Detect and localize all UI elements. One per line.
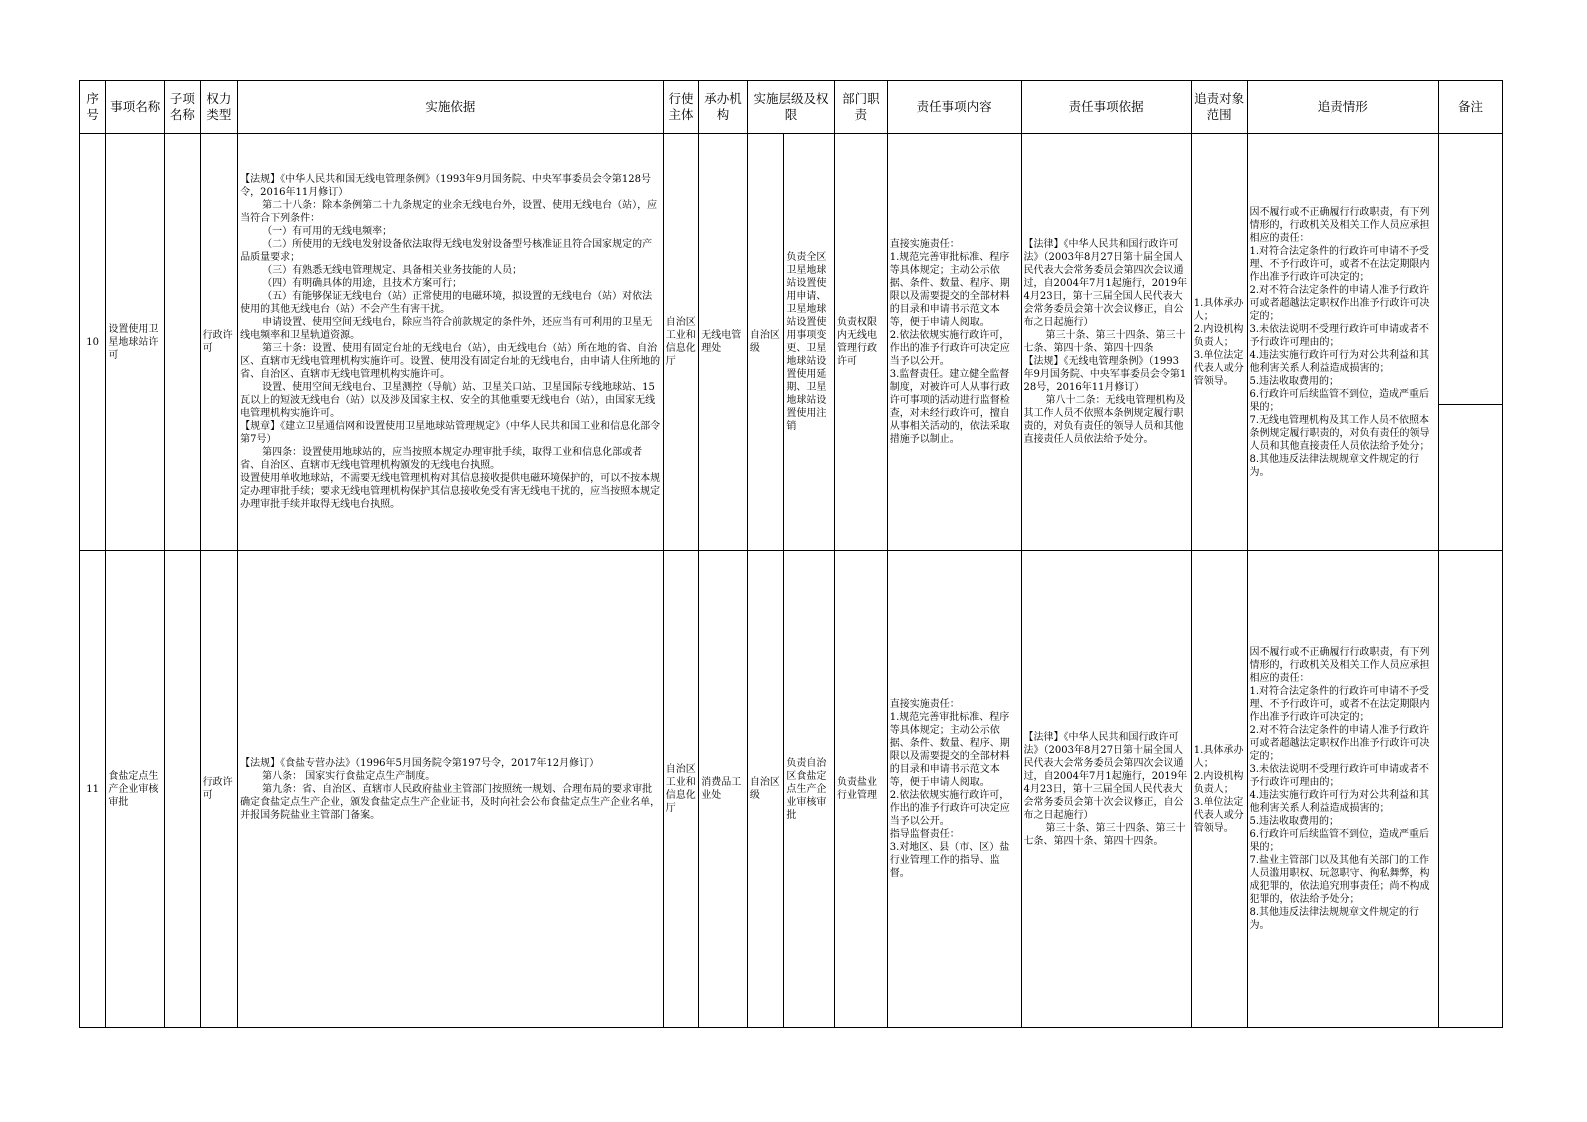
table-body bbox=[80, 134, 1503, 1028]
header-situations: 追责情形 bbox=[1247, 81, 1439, 134]
scope-cell-line: 2.内设机构负责人； bbox=[1193, 323, 1244, 348]
resp-basis-cell bbox=[1021, 551, 1191, 1028]
situations-cell-line: 1.对符合法定条件的行政许可申请不予受理、不予行政许可，或者不在法定期限内作出准予行政许可决定的； bbox=[1249, 686, 1430, 723]
situations-cell-line: 5.违法收取费用的； bbox=[1249, 375, 1340, 387]
situations-cell-line: 8.其他违反法律法规规章文件规定的行为。 bbox=[1249, 907, 1420, 931]
basis-cell-line: （四）有明确具体的用途，且技术方案可行； bbox=[262, 278, 463, 289]
header-scope: 追责对象范围 bbox=[1191, 81, 1247, 134]
resp-basis-cell-line: 第三十条、第三十四条、第三十七条、第四十条、第四十四条 bbox=[1023, 330, 1186, 354]
sub-name-cell bbox=[165, 551, 200, 1028]
resp-basis-cell-line: 第八十二条：无线电管理机构及其工作人员不依照本条例规定履行职责的，对负有责任的领导人员和其他直接责任人员依法给予处分。 bbox=[1023, 395, 1186, 445]
header-power-type: 权力类型 bbox=[200, 81, 238, 134]
power-type-cell: 行政许可 bbox=[200, 551, 238, 1028]
basis-cell-line: 设置、使用空间无线电台、卫星测控（导航）站、卫星关口站、卫星国际专线地球站、15瓦以上的短波无线电台（站）以及涉及国家主权、安全的其他重要无线电台（站），由国家无线电管理机构实施许可。 bbox=[240, 382, 656, 419]
situations-cell-line: 6.行政许可后续监管不到位，造成严重后果的； bbox=[1249, 829, 1430, 853]
resp-content-cell-line: 2.依法依规实施行政许可，作出的准予行政许可决定应当予以公开。 bbox=[889, 330, 1010, 367]
basis-cell-line: 【规章】《建立卫星通信网和设置使用卫星地球站管理规定》（中华人民共和国工业和信息化部令第7号） bbox=[240, 421, 661, 445]
remarks-cell bbox=[1439, 134, 1503, 551]
table-row bbox=[80, 134, 1503, 551]
table-row bbox=[80, 551, 1503, 1028]
basis-cell bbox=[238, 134, 664, 551]
level-desc-cell: 负责全区卫星地球站设置使用申请、卫星地球站设置使用事项变更、卫星地球站设置使用延期、卫星地球站设置使用注销 bbox=[784, 134, 835, 551]
org-cell: 无线电管理处 bbox=[699, 134, 748, 551]
basis-cell-line: （一）有可用的无线电频率； bbox=[262, 226, 393, 237]
resp-content-cell-line: 2.依法依规实施行政许可，作出的准予行政许可决定应当予以公开。 bbox=[889, 790, 1010, 827]
subject-cell: 自治区工业和信息化厅 bbox=[663, 134, 698, 551]
header-sub-name: 子项名称 bbox=[165, 81, 200, 134]
basis-cell-line: 第九条：省、自治区、直辖市人民政府盐业主管部门按照统一规划、合理布局的要求审批确定食盐定点生产企业，颁发食盐定点生产企业证书，及时向社会公布食盐定点生产企业名单，并报国务院盐业主管部门备案。 bbox=[240, 783, 661, 821]
duty-cell: 负责权限内无线电管理行政许可 bbox=[835, 134, 888, 551]
basis-cell-line: 第八条： 国家实行食盐定点生产制度。 bbox=[262, 770, 436, 782]
situations-cell bbox=[1247, 551, 1439, 1028]
situations-cell-line: 7.无线电管理机构及其工作人员不依照本条例规定履行职责的，对负有责任的领导人员和其他直接责任人员依法给予处分； bbox=[1249, 414, 1430, 452]
resp-content-cell-line: 直接实施责任： bbox=[889, 699, 960, 710]
situations-cell-line: 2.对不符合法定条件的申请人准予行政许可或者超越法定职权作出准予行政许可决定的； bbox=[1249, 284, 1430, 322]
resp-content-cell bbox=[887, 551, 1021, 1028]
situations-cell-line: 6.行政许可后续监管不到位，造成严重后果的； bbox=[1249, 388, 1430, 413]
basis-cell-line: 【法规】《中华人民共和国无线电管理条例》（1993年9月国务院、中央军事委员会令第128号令，2016年11月修订） bbox=[240, 174, 651, 198]
remarks-cell bbox=[1439, 551, 1503, 1028]
responsibility-table bbox=[79, 80, 1503, 1028]
situations-cell-line: 2.对不符合法定条件的申请人准予行政许可或者超越法定职权作出准予行政许可决定的； bbox=[1249, 725, 1430, 762]
header-resp-basis: 责任事项依据 bbox=[1021, 81, 1191, 134]
situations-cell-line: 7.盐业主管部门以及其他有关部门的工作人员滥用职权、玩忽职守、徇私舞弊，构成犯罪的，依法追究刑事责任；尚不构成犯罪的，依法给予处分； bbox=[1249, 855, 1430, 905]
scope-cell-line: 3.单位法定代表人或分管领导。 bbox=[1193, 796, 1244, 834]
header-item-name: 事项名称 bbox=[106, 81, 165, 134]
sub-name-cell bbox=[165, 134, 200, 551]
level-desc-cell: 负责自治区食盐定点生产企业审核审批 bbox=[784, 551, 835, 1028]
header-org: 承办机构 bbox=[699, 81, 748, 134]
resp-basis-cell-line: 【法律】《中华人民共和国行政许可法》（2003年8月27日第十届全国人民代表大会常务委员会第四次会议通过，自2004年7月1起施行，2019年4月23日，第十三届全国人民代表大会常务委员会第十次会议修正，自公布之日起施行） bbox=[1023, 239, 1188, 328]
header-subject: 行使主体 bbox=[663, 81, 698, 134]
basis-cell-line: 第四条：设置使用地球站的，应当按照本规定办理审批手续，取得工业和信息化部或者省、自治区、直辖市无线电管理机构颁发的无线电台执照。 bbox=[240, 447, 643, 471]
seq-cell: 11 bbox=[80, 551, 106, 1028]
situations-cell-line: 8.其他违反法律法规规章文件规定的行为。 bbox=[1249, 453, 1420, 478]
resp-basis-cell bbox=[1021, 134, 1191, 551]
basis-cell-line: 设置使用单收地球站，不需要无线电管理机构对其信息接收提供电磁环境保护的，可以不按本规定办理审批手续；要求无线电管理机构保护其信息接收免受有害无线电干扰的，应当按照本规定办理审批手续并取得无线电台执照。 bbox=[240, 473, 661, 510]
situations-cell-line: 因不履行或不正确履行行政职责，有下列情形的，行政机关及相关工作人员应承担相应的责任： bbox=[1249, 206, 1430, 244]
level-cell: 自治区级 bbox=[747, 551, 783, 1028]
seq-cell: 10 bbox=[80, 134, 106, 551]
resp-content-cell bbox=[887, 134, 1021, 551]
scope-cell-line: 1.具体承办人； bbox=[1193, 297, 1244, 322]
resp-basis-cell-line: 【法规】《无线电管理条例》（1993年9月国务院、中央军事委员会令第128号，2016年11月修订） bbox=[1023, 356, 1187, 393]
basis-cell-line: （三）有熟悉无线电管理规定、具备相关业务技能的人员； bbox=[262, 265, 523, 276]
basis-cell-line: （二）所使用的无线电发射设备依法取得无线电发射设备型号核准证且符合国家规定的产品质量要求； bbox=[240, 239, 653, 263]
situations-cell-line: 3.未依法说明不受理行政许可申请或者不予行政许可理由的； bbox=[1249, 764, 1430, 788]
situations-cell-line: 5.违法收取费用的； bbox=[1249, 816, 1340, 827]
header-duty: 部门职责 bbox=[835, 81, 888, 134]
header-seq: 序号 bbox=[80, 81, 106, 134]
situations-cell-line: 因不履行或不正确履行行政职责，有下列情形的，行政机关及相关工作人员应承担相应的责任： bbox=[1249, 647, 1430, 684]
basis-cell-line: 申请设置、使用空间无线电台，除应当符合前款规定的条件外，还应当有可利用的卫星无线电频率和卫星轨道资源。 bbox=[240, 317, 653, 341]
org-cell: 消费品工业处 bbox=[699, 551, 748, 1028]
resp-content-cell-line: 1.规范完善审批标准、程序等具体规定；主动公示依据、条件、数量、程序、期限以及需要提交的全部材料的目录和申请书示范文本等，便于申请人阅取。 bbox=[889, 252, 1010, 328]
level-cell: 自治区级 bbox=[747, 134, 783, 551]
resp-content-cell-line: 直接实施责任： bbox=[889, 239, 960, 250]
header-row bbox=[80, 81, 1503, 134]
basis-cell-line: 第三十条：设置、使用有固定台址的无线电台（站），由无线电台（站）所在地的省、自治区、直辖市无线电管理机构实施许可。设置、使用没有固定台址的无线电台，由申请人住所地的省、自治区、直辖市无线电管理机构实施许可。 bbox=[240, 343, 661, 380]
situations-cell bbox=[1247, 134, 1439, 551]
resp-basis-cell-line: 【法律】《中华人民共和国行政许可法》（2003年8月27日第十届全国人民代表大会常务委员会第四次会议通过，自2004年7月1起施行，2019年4月23日，第十三届全国人民代表大会常务委员会第十次会议修正，自公布之日起施行） bbox=[1023, 731, 1188, 821]
subject-cell: 自治区工业和信息化厅 bbox=[663, 551, 698, 1028]
situations-cell-line: 3.未依法说明不受理行政许可申请或者不予行政许可理由的； bbox=[1249, 323, 1430, 348]
remarks-divider bbox=[1439, 134, 1502, 405]
basis-cell-line: 第二十八条：除本条例第二十九条规定的业余无线电台外，设置、使用无线电台（站），应当符合下列条件： bbox=[240, 200, 658, 224]
item-name-cell: 食盐定点生产企业审核审批 bbox=[106, 551, 165, 1028]
header-remarks: 备注 bbox=[1439, 81, 1503, 134]
duty-cell: 负责盐业行业管理 bbox=[835, 551, 888, 1028]
resp-basis-cell-line: 第三十条、第三十四条、第三十七条、第四十条、第四十四条。 bbox=[1023, 822, 1186, 847]
resp-content-cell-line: 指导监督责任： bbox=[889, 829, 960, 840]
basis-cell-line: 【法规】《食盐专营办法》（1996年5月国务院令第197号令，2017年12月修订） bbox=[240, 757, 600, 769]
header-level: 实施层级及权限 bbox=[747, 81, 834, 134]
resp-content-cell-line: 1.规范完善审批标准、程序等具体规定；主动公示依据、条件、数量、程序、期限以及需要提交的全部材料的目录和申请书示范文本等，便于申请人阅取。 bbox=[889, 712, 1010, 788]
resp-content-cell-line: 3.对地区、县（市、区）盐行业管理工作的指导、监督。 bbox=[889, 842, 1010, 879]
basis-cell bbox=[238, 551, 664, 1028]
scope-cell-line: 1.具体承办人； bbox=[1193, 744, 1244, 769]
scope-cell bbox=[1191, 551, 1247, 1028]
item-name-cell: 设置使用卫星地球站许可 bbox=[106, 134, 165, 551]
situations-cell-line: 4.违法实施行政许可行为对公共利益和其他利害关系人利益造成损害的； bbox=[1249, 790, 1430, 814]
scope-cell bbox=[1191, 134, 1247, 551]
power-type-cell: 行政许可 bbox=[200, 134, 238, 551]
header-basis: 实施依据 bbox=[238, 81, 664, 134]
basis-cell-line: （五）有能够保证无线电台（站）正常使用的电磁环境，拟设置的无线电台（站）对依法使用的其他无线电台（站）不会产生有害干扰。 bbox=[240, 291, 653, 315]
header-resp-content: 责任事项内容 bbox=[887, 81, 1021, 134]
scope-cell-line: 2.内设机构负责人； bbox=[1193, 770, 1244, 795]
situations-cell-line: 1.对符合法定条件的行政许可申请不予受理、不予行政许可，或者不在法定期限内作出准予行政许可决定的； bbox=[1249, 245, 1430, 283]
resp-content-cell-line: 3.监督责任。建立健全监督制度，对被许可人从事行政许可事项的活动进行监督检查，对未经行政许可，擅自从事相关活动的，依法采取措施予以制止。 bbox=[889, 369, 1010, 445]
scope-cell-line: 3.单位法定代表人或分管领导。 bbox=[1193, 349, 1244, 387]
situations-cell-line: 4.违法实施行政许可行为对公共利益和其他利害关系人利益造成损害的； bbox=[1249, 349, 1430, 374]
